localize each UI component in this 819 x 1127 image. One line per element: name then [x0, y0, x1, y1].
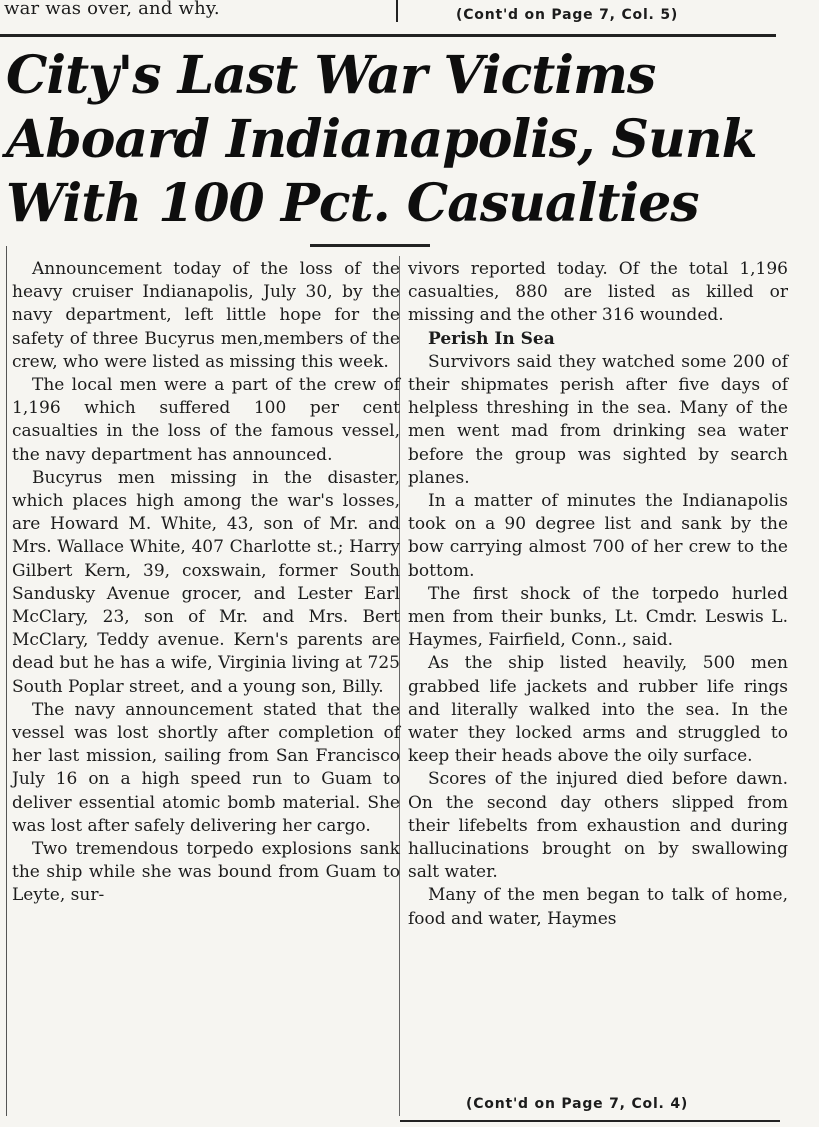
paragraph: Two tremendous torpedo explosions sank the ship while she was bound from Guam to Leyte, sur- — [12, 839, 400, 906]
headline-rule — [310, 244, 430, 247]
paragraph: Announcement today of the loss of the heavy cruiser Indianapolis, July 30, by the navy department, left little hope for the safety of three Bucyrus men,members of the crew, who were listed as missing this week. — [12, 259, 400, 372]
continued-note-top: (Cont'd on Page 7, Col. 5) — [456, 7, 679, 23]
continued-note-bottom: (Cont'd on Page 7, Col. 4) — [466, 1096, 689, 1112]
headline-line-1: City's Last War Victims — [6, 45, 656, 106]
subheading: Perish In Sea — [428, 328, 555, 349]
paragraph: The navy announcement stated that the vessel was lost shortly after completion of her last mission, sailing from San Francisco July 16 on a high speed run to Guam to deliver essential atomic bomb material. She was lost after safely delivering her cargo. — [12, 699, 400, 836]
headline — [6, 44, 806, 236]
headline-line-3: With 100 Pct. Casualties — [6, 173, 699, 234]
paragraph: Bucyrus men missing in the disaster, which places high among the war's losses, are Howard M. White, 43, son of Mr. and Mrs. Wallace White, 407 Charlotte st.; Harry Gilbert Kern, 39, coxswain, former South Sandusky Avenue grocer, and Lester Earl McClary, 23, son of Mr. and Mrs. Bert McClary, Teddy avenue. Kern's parents are dead but he has a wife, Virginia living at 725 South Poplar street, and a young son, Billy. — [12, 467, 400, 697]
paragraph: The local men were a part of the crew of 1,196 which suffered 100 per cent casualties in the loss of the famous vessel, the navy department has announced. — [12, 375, 400, 465]
paragraph: As the ship listed heavily, 500 men grabbed life jackets and rubber life rings and literally walked into the sea. In the water they locked arms and struggled to keep their heads above the oily surface. — [408, 653, 788, 767]
headline-line-2: Aboard Indianapolis, Sunk — [6, 109, 757, 170]
paragraph: vivors reported today. Of the total 1,196 casualties, 880 are listed as killed or missing and the other 316 wounded. — [408, 259, 788, 326]
top-rule — [0, 34, 776, 37]
column-divider — [396, 0, 398, 22]
previous-article-fragment: war was over, and why. — [4, 0, 220, 19]
right-column — [408, 258, 788, 931]
bottom-rule — [400, 1120, 780, 1122]
top-strip — [0, 0, 819, 34]
left-border — [6, 246, 7, 1116]
paragraph: Scores of the injured died before dawn. On the second day others slipped from their lifebelts from exhaustion and during hallucinations brought on by swallowing salt water. — [408, 769, 788, 883]
paragraph: Survivors said they watched some 200 of their shipmates perish after five days of helpless threshing in the sea. Many of the men went mad from drinking sea water before the group was sighted by search planes. — [408, 351, 788, 488]
paragraph: Many of the men began to talk of home, food and water, Haymes — [408, 885, 788, 929]
paragraph: In a matter of minutes the Indianapolis took on a 90 degree list and sank by the bow carrying almost 700 of her crew to the bottom. — [408, 491, 788, 581]
paragraph: The first shock of the torpedo hurled men from their bunks, Lt. Cmdr. Leswis L. Haymes, Fairfield, Conn., said. — [408, 583, 788, 651]
left-column — [12, 258, 400, 908]
